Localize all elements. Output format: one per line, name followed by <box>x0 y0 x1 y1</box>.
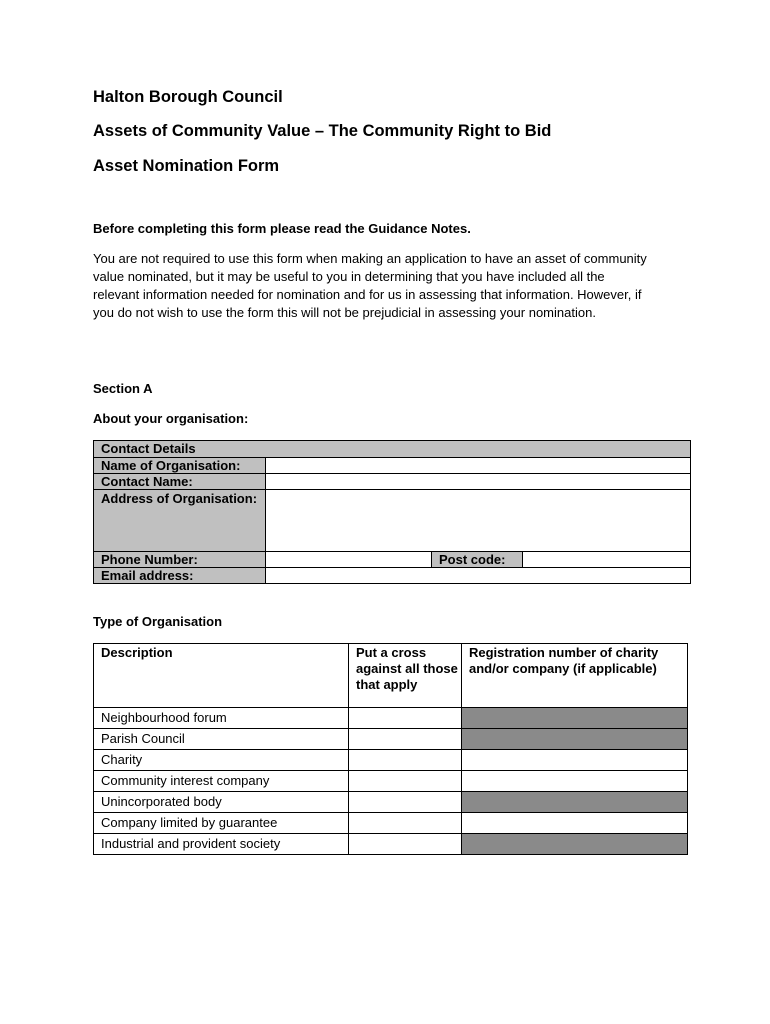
cross-cell[interactable] <box>349 708 462 729</box>
row-label: Charity <box>94 750 349 771</box>
section-a-subheading: About your organisation: <box>93 411 249 426</box>
row-label: Industrial and provident society <box>94 834 349 855</box>
table-row <box>94 834 688 855</box>
org-type-heading: Type of Organisation <box>93 614 223 629</box>
contact-name-label: Contact Name: <box>94 474 266 490</box>
row-label: Community interest company <box>94 771 349 792</box>
contact-details-table <box>93 440 691 584</box>
intro-paragraph: You are not required to use this form when making an application to have an asset of community value nominated, but it may be useful to you in determining that you have included all the relevant information needed for nomination and for us in assessing that information. However, if you do not wish to use the form this will not be prejudicial in assessing your nomination. <box>93 251 647 320</box>
table-row <box>94 813 688 834</box>
row-label: Neighbourhood forum <box>94 708 349 729</box>
address-field[interactable] <box>266 490 691 552</box>
cross-cell[interactable] <box>349 792 462 813</box>
form-title: Asset Nomination Form <box>93 157 280 175</box>
row-label: Unincorporated body <box>94 792 349 813</box>
org-name-field[interactable] <box>266 458 691 474</box>
contact-details-header: Contact Details <box>94 441 691 458</box>
table-row <box>94 729 688 750</box>
section-a-heading: Section A <box>93 381 153 396</box>
page-subtitle: Assets of Community Value – The Community Right to Bid <box>93 122 552 140</box>
column-header-registration: Registration number of charity and/or company (if applicable) <box>462 644 688 708</box>
address-label: Address of Organisation: <box>94 490 266 552</box>
table-row <box>94 750 688 771</box>
org-name-label: Name of Organisation: <box>94 458 266 474</box>
registration-cell[interactable] <box>462 750 688 771</box>
column-header-cross: Put a cross against all those that apply <box>349 644 462 708</box>
registration-cell[interactable] <box>462 813 688 834</box>
org-type-table <box>93 643 688 855</box>
table-row <box>94 792 688 813</box>
postcode-field[interactable] <box>523 552 691 568</box>
cross-cell[interactable] <box>349 771 462 792</box>
registration-cell-disabled <box>462 729 688 750</box>
email-field[interactable] <box>266 568 691 584</box>
row-label: Parish Council <box>94 729 349 750</box>
guidance-notice: Before completing this form please read the Guidance Notes. <box>93 221 471 236</box>
cross-cell[interactable] <box>349 813 462 834</box>
registration-cell-disabled <box>462 792 688 813</box>
cross-cell[interactable] <box>349 729 462 750</box>
row-label: Company limited by guarantee <box>94 813 349 834</box>
contact-name-field[interactable] <box>266 474 691 490</box>
column-header-description: Description <box>94 644 349 708</box>
registration-cell-disabled <box>462 708 688 729</box>
email-label: Email address: <box>94 568 266 584</box>
phone-label: Phone Number: <box>94 552 266 568</box>
phone-field[interactable] <box>266 552 432 568</box>
registration-cell[interactable] <box>462 771 688 792</box>
registration-cell-disabled <box>462 834 688 855</box>
postcode-label: Post code: <box>432 552 523 568</box>
cross-cell[interactable] <box>349 834 462 855</box>
table-row <box>94 771 688 792</box>
council-name: Halton Borough Council <box>93 88 283 106</box>
cross-cell[interactable] <box>349 750 462 771</box>
table-row <box>94 708 688 729</box>
